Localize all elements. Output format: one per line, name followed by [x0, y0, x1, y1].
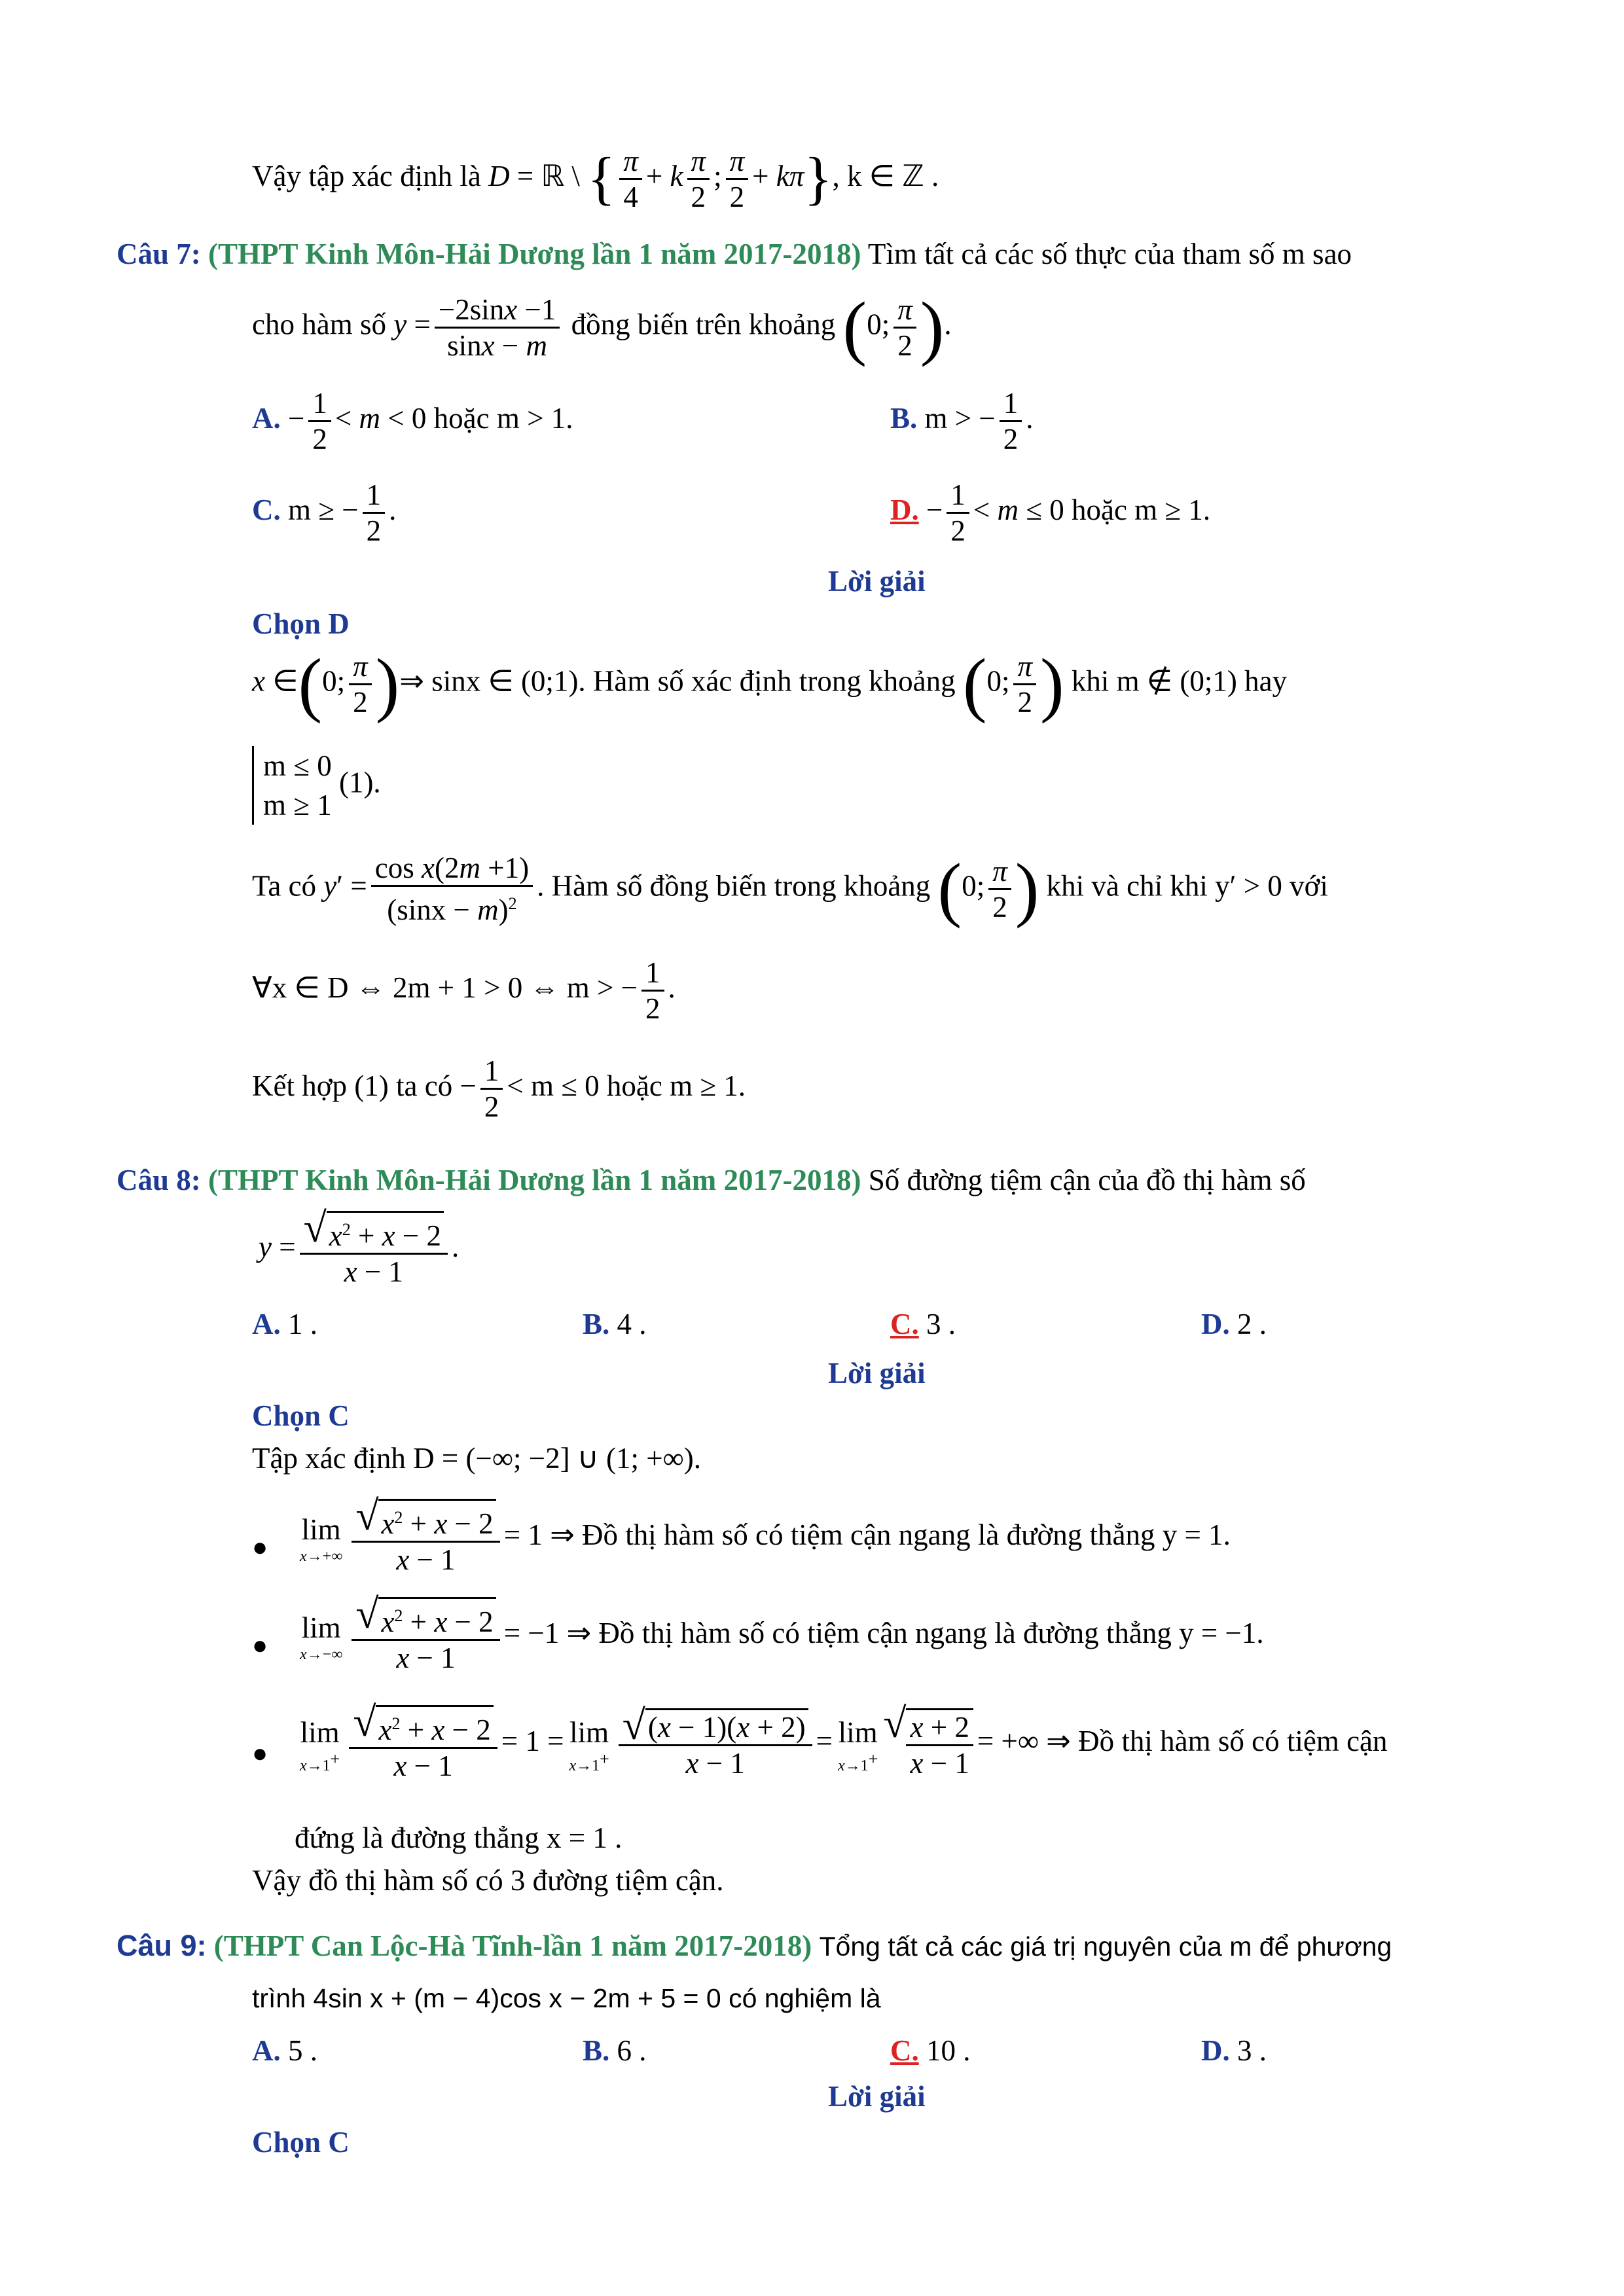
- q9-option-b[interactable]: B. 6 .: [583, 2034, 647, 2067]
- q7-option-b[interactable]: B. m > − $\frac{1}{2}$ .: [890, 387, 1034, 456]
- bullet-icon: ●: [252, 1738, 268, 1768]
- question-7-function: cho hàm số y = $\frac{-2\sin x -1}{\sin x - m}$ đồng biến trên khoảng (0; $\frac{\pi}{2}$ ).: [252, 287, 952, 367]
- q8-conclusion: Vậy đồ thị hàm số có 3 đường tiệm cận.: [252, 1864, 724, 1897]
- question-9-source: (THPT Can Lộc-Hà Tĩnh-lần 1 năm 2017-2018): [213, 1929, 812, 1962]
- q9-option-a[interactable]: A. 5 .: [252, 2034, 317, 2067]
- q7-option-a[interactable]: A. − $\frac{1}{2}$ < m < 0 hoặc m > 1.: [252, 387, 573, 456]
- q8-domain: Tập xác định D = (−∞; −2] ∪ (1; +∞).: [252, 1442, 701, 1475]
- q8-option-b[interactable]: B. 4 .: [583, 1308, 647, 1340]
- question-7-source: (THPT Kinh Môn-Hải Dương lần 1 năm 2017-2018): [208, 238, 861, 270]
- q7-solution-title: Lời giải: [828, 565, 926, 598]
- question-8-source: (THPT Kinh Môn-Hải Dương lần 1 năm 2017-2018): [208, 1164, 861, 1196]
- q8-choice: Chọn C: [252, 1399, 350, 1432]
- q8-limit-3-continued: đứng là đường thẳng x = 1 .: [295, 1821, 623, 1854]
- bullet-icon: ●: [252, 1630, 268, 1660]
- question-7-label: Câu 7:: [117, 238, 201, 270]
- question-8-header: Câu 8: (THPT Kinh Môn-Hải Dương lần 1 năm 2017-2018) Số đường tiệm cận của đồ thị hàm số: [117, 1164, 1306, 1196]
- q7-step-4: ∀x ∈ D ⇔ 2m + 1 > 0 ⇔ m > − $\frac{1}{2}$ .: [252, 956, 676, 1025]
- q8-solution-title: Lời giải: [828, 1357, 926, 1390]
- q9-solution-title: Lời giải: [828, 2080, 926, 2113]
- q7-choice: Chọn D: [252, 607, 350, 640]
- question-9-label: Câu 9:: [117, 1929, 207, 1962]
- q9-choice: Chọn C: [252, 2126, 350, 2159]
- bullet-icon: ●: [252, 1532, 268, 1562]
- q7-step-3: Ta có y′ = $\frac{\text{cos x(2m +1)}}{(\sin x - m)^2}$ . Hàm số đồng biến trong khoảng (0; $\frac{\pi}{2}$ ) khi và chỉ khi y′ > 0 với: [252, 849, 1328, 929]
- q7-step-5: Kết hợp (1) ta có − $\frac{1}{2}$ < m ≤ 0 hoặc m ≥ 1.: [252, 1054, 746, 1123]
- q9-equation: trình 4sin x + (m − 4)cos x − 2m + 5 = 0 có nghiệm là: [252, 1983, 881, 2013]
- q8-option-d[interactable]: D. 2 .: [1201, 1308, 1267, 1340]
- q7-option-c[interactable]: C. m ≥ − $\frac{1}{2}$ .: [252, 478, 397, 547]
- q8-limit-1: lim x→+∞ $\frac{√x^2 + x - 2}{x - 1}$ = 1 ⇒ Đồ thị hàm số có tiệm cận ngang là đường thẳng y = 1.: [300, 1492, 1231, 1576]
- q7-option-d[interactable]: D. − $\frac{1}{2}$ < m ≤ 0 hoặc m ≥ 1.: [890, 478, 1211, 547]
- question-8-label: Câu 8:: [117, 1164, 201, 1196]
- q8-limit-2: lim x→−∞ $\frac{√x^2 + x - 2}{x - 1}$ = −1 ⇒ Đồ thị hàm số có tiệm cận ngang là đường thẳng y = −1.: [300, 1590, 1264, 1674]
- domain-conclusion-line: Vậy tập xác định là D = ℝ \ { $\frac{\pi}{4}$ + k $\frac{\pi}{2}$ ; $\frac{\pi}{2}$ + kπ}, k ∈ ℤ .: [252, 145, 939, 213]
- question-9-header: Câu 9: (THPT Can Lộc-Hà Tĩnh-lần 1 năm 2017-2018) Tổng tất cả các giá trị nguyên của m để phương: [117, 1929, 1392, 1962]
- q8-option-a[interactable]: A. 1 .: [252, 1308, 317, 1340]
- q8-limit-3: lim x→1+ $\frac{√x^2 + x - 2}{x - 1}$ = 1 = lim x→1+ $\frac{√(x - 1)(x + 2)}{x - 1}$ = lim x→1+ √ $\frac{x + 2}{x - 1}$ = +∞ ⇒ Đồ thị hàm số có tiệm cận: [300, 1698, 1388, 1782]
- q9-option-c[interactable]: C. 10 .: [890, 2034, 971, 2067]
- q7-step-1: x ∈(0; $\frac{\pi}{2}$ )⇒ sinx ∈ (0;1). Hàm số xác định trong khoảng (0; $\frac{\pi}{2}$ ) khi m ∉ (0;1) hay: [252, 644, 1288, 724]
- q8-function: y = $\frac{√x^2 + x - 2}{x - 1}$ .: [259, 1204, 460, 1288]
- q8-option-c[interactable]: C. 3 .: [890, 1308, 956, 1340]
- q7-step-2: m ≤ 0 m ≥ 1 (1).: [252, 746, 381, 825]
- question-7-header: Câu 7: (THPT Kinh Môn-Hải Dương lần 1 năm 2017-2018) Tìm tất cả các số thực của tham số m sao: [117, 238, 1352, 270]
- q9-option-d[interactable]: D. 3 .: [1201, 2034, 1267, 2067]
